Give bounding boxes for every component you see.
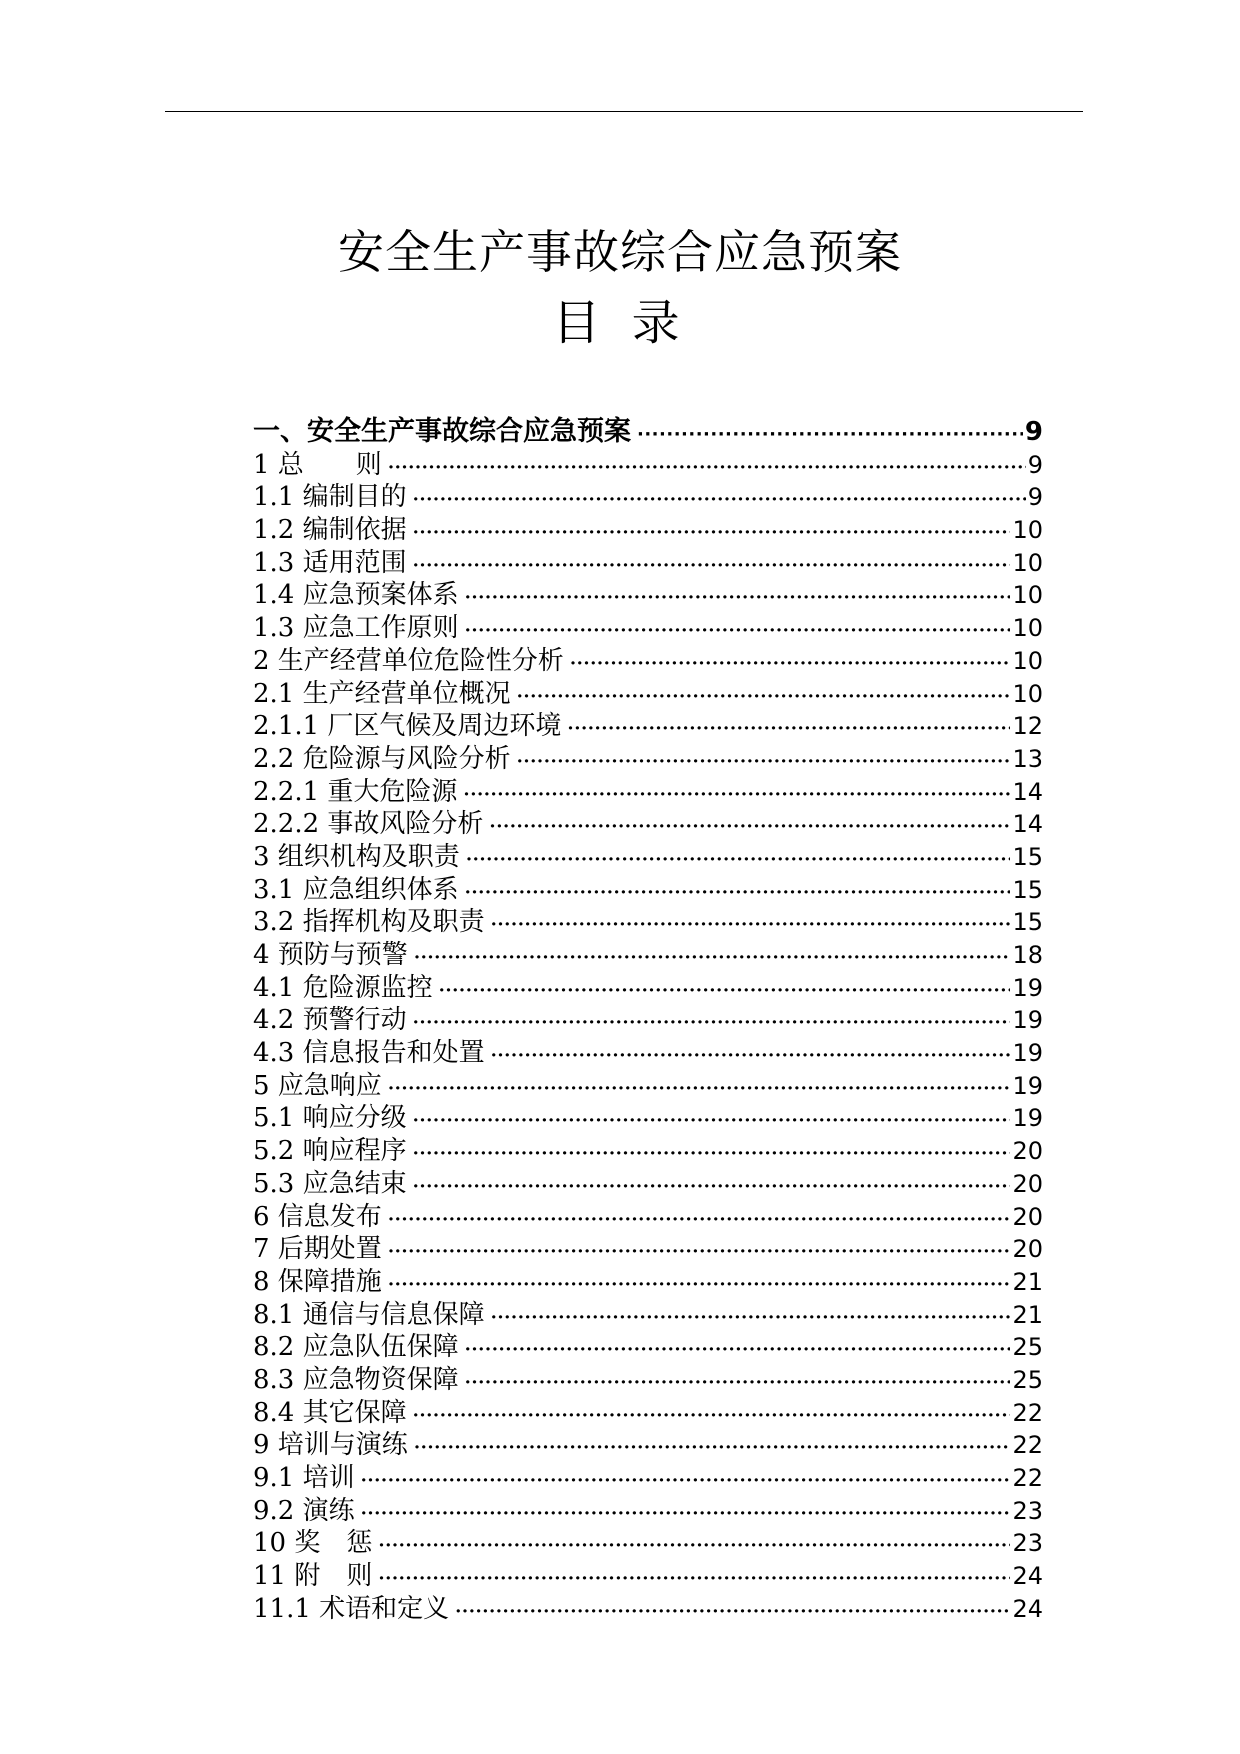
toc-entry-label: 2.2.1 重大危险源 xyxy=(253,776,458,807)
toc-entry[interactable] xyxy=(253,612,1043,645)
toc-entry[interactable] xyxy=(253,743,1043,776)
toc-entry-page-number: 20 xyxy=(1012,1137,1043,1166)
toc-entry[interactable] xyxy=(253,1397,1043,1430)
toc-entry-label: 一、安全生产事故综合应急预案 xyxy=(253,416,631,447)
toc-entry[interactable] xyxy=(253,710,1043,743)
toc-entry[interactable] xyxy=(253,776,1043,809)
toc-entry-label: 2 生产经营单位危险性分析 xyxy=(253,645,564,676)
toc-entry[interactable] xyxy=(253,939,1043,972)
toc-entry-label: 5.2 响应程序 xyxy=(253,1136,407,1167)
document-title: 安全生产事故综合应急预案 xyxy=(338,225,902,279)
toc-entry-page-number: 10 xyxy=(1012,679,1043,708)
toc-entry-page-number: 20 xyxy=(1012,1169,1043,1198)
toc-entry-label: 1.1 编制目的 xyxy=(253,482,407,513)
toc-entry[interactable] xyxy=(253,1593,1043,1626)
toc-dot-leader xyxy=(414,942,1011,975)
toc-entry-label: 2.2 危险源与风险分析 xyxy=(253,743,511,774)
toc-dot-leader xyxy=(491,1040,1011,1073)
toc-entry-label: 9 培训与演练 xyxy=(253,1430,408,1461)
toc-entry-label: 1.4 应急预案体系 xyxy=(253,580,459,611)
toc-dot-leader xyxy=(466,844,1011,877)
toc-dot-leader xyxy=(463,779,1010,812)
toc-entry-label: 8 保障措施 xyxy=(253,1266,382,1297)
toc-entry-page-number: 19 xyxy=(1012,1039,1043,1068)
toc-dot-leader xyxy=(570,648,1011,681)
toc-entry[interactable] xyxy=(253,1462,1043,1495)
toc-entry-page-number: 13 xyxy=(1012,744,1043,773)
toc-entry[interactable] xyxy=(253,1560,1043,1593)
toc-entry-page-number: 22 xyxy=(1012,1398,1043,1427)
toc-entry-label: 2.1.1 厂区气候及周边环境 xyxy=(253,711,562,742)
toc-entry-page-number: 9 xyxy=(1027,450,1043,479)
toc-entry-page-number: 21 xyxy=(1012,1300,1043,1329)
toc-entry-label: 8.3 应急物资保障 xyxy=(253,1364,459,1395)
toc-entry[interactable] xyxy=(253,449,1043,482)
toc-dot-leader xyxy=(465,582,1011,615)
toc-entry-page-number: 15 xyxy=(1012,875,1043,904)
toc-entry[interactable] xyxy=(253,416,1043,449)
toc-entry-page-number: 24 xyxy=(1012,1562,1043,1591)
toc-entry[interactable] xyxy=(253,547,1043,580)
toc-dot-leader xyxy=(388,452,1026,485)
toc-dot-leader xyxy=(455,1596,1010,1629)
toc-entry[interactable] xyxy=(253,579,1043,612)
toc-entry[interactable] xyxy=(253,1527,1043,1560)
toc-entry-page-number: 9 xyxy=(1024,417,1043,447)
toc-dot-leader xyxy=(489,811,1010,844)
toc-entry-page-number: 14 xyxy=(1012,810,1043,839)
toc-dot-leader xyxy=(637,419,1023,452)
toc-entry-label: 1.3 应急工作原则 xyxy=(253,613,459,644)
toc-entry-page-number: 10 xyxy=(1012,614,1043,643)
toc-entry-label: 3.2 指挥机构及职责 xyxy=(253,907,485,938)
toc-entry-page-number: 19 xyxy=(1012,1071,1043,1100)
toc-dot-leader xyxy=(517,746,1011,779)
toc-entry[interactable] xyxy=(253,645,1043,678)
toc-entry[interactable] xyxy=(253,808,1043,841)
toc-dot-leader xyxy=(439,975,1011,1008)
toc-heading: 目 录 xyxy=(552,295,688,351)
toc-entry-page-number: 21 xyxy=(1012,1267,1043,1296)
toc-dot-leader xyxy=(491,909,1011,942)
toc-entry[interactable] xyxy=(253,1070,1043,1103)
toc-entry-label: 4.3 信息报告和处置 xyxy=(253,1038,485,1069)
toc-entry-page-number: 25 xyxy=(1012,1365,1043,1394)
toc-entry-page-number: 19 xyxy=(1012,1006,1043,1035)
toc-entry-page-number: 25 xyxy=(1012,1333,1043,1362)
toc-entry-label: 8.4 其它保障 xyxy=(253,1397,407,1428)
toc-entry-page-number: 23 xyxy=(1012,1496,1043,1525)
toc-dot-leader xyxy=(361,1465,1011,1498)
toc-entry-label: 8.1 通信与信息保障 xyxy=(253,1299,485,1330)
toc-entry-page-number: 19 xyxy=(1012,973,1043,1002)
toc-entry[interactable] xyxy=(253,1037,1043,1070)
toc-entry[interactable] xyxy=(253,1004,1043,1037)
toc-dot-leader xyxy=(378,1530,1010,1563)
toc-entry-label: 4 预防与预警 xyxy=(253,940,408,970)
toc-entry-label: 5.3 应急结束 xyxy=(253,1168,407,1199)
toc-dot-leader xyxy=(388,1236,1011,1269)
toc-entry[interactable] xyxy=(253,1364,1043,1397)
toc-entry[interactable] xyxy=(253,1266,1043,1299)
toc-dot-leader xyxy=(465,1367,1011,1400)
toc-entry-label: 1.3 适用范围 xyxy=(253,547,407,578)
toc-entry-label: 4.2 预警行动 xyxy=(253,1005,407,1036)
toc-entry-label: 5 应急响应 xyxy=(253,1070,382,1101)
toc-dot-leader xyxy=(517,681,1011,714)
toc-dot-leader xyxy=(413,1007,1011,1040)
toc-entry-label: 3.1 应急组织体系 xyxy=(253,874,459,905)
header-rule xyxy=(165,111,1083,112)
toc-entry[interactable] xyxy=(253,1168,1043,1201)
toc-entry[interactable] xyxy=(253,841,1043,874)
toc-entry-label: 1 总 则 xyxy=(253,449,382,480)
toc-entry[interactable] xyxy=(253,874,1043,907)
toc-entry-page-number: 18 xyxy=(1012,941,1043,969)
toc-entry-page-number: 20 xyxy=(1012,1202,1043,1231)
toc-dot-leader xyxy=(413,1400,1011,1433)
toc-entry[interactable] xyxy=(253,1495,1043,1528)
toc-dot-leader xyxy=(378,1563,1010,1596)
toc-dot-leader xyxy=(465,877,1011,910)
toc-dot-leader xyxy=(413,1138,1011,1171)
toc-entry[interactable] xyxy=(253,1429,1043,1462)
toc-entry-label: 6 信息发布 xyxy=(253,1201,382,1232)
toc-entry-page-number: 15 xyxy=(1012,842,1043,871)
toc-entry-page-number: 10 xyxy=(1012,581,1043,610)
toc-dot-leader xyxy=(413,1105,1011,1138)
toc-dot-leader xyxy=(414,1432,1011,1465)
toc-dot-leader xyxy=(413,517,1011,550)
toc-dot-leader xyxy=(491,1302,1011,1335)
toc-entry-label: 7 后期处置 xyxy=(253,1234,382,1265)
toc-entry[interactable] xyxy=(253,514,1043,547)
toc-entry-page-number: 10 xyxy=(1012,646,1043,675)
toc-entry-label: 9.2 演练 xyxy=(253,1495,355,1526)
toc-entry-page-number: 20 xyxy=(1012,1235,1043,1264)
toc-entry[interactable] xyxy=(253,1102,1043,1135)
toc-entry[interactable] xyxy=(253,1331,1043,1364)
toc-entry-page-number: 14 xyxy=(1012,777,1043,806)
toc-entry-page-number: 10 xyxy=(1012,516,1043,545)
toc-entry-label: 2.2.2 事故风险分析 xyxy=(253,809,484,840)
toc-entry-label: 1.2 编制依据 xyxy=(253,515,407,546)
toc-entry-label: 9.1 培训 xyxy=(253,1463,355,1493)
toc-entry-label: 10 奖 惩 xyxy=(253,1528,373,1559)
toc-entry-page-number: 22 xyxy=(1012,1431,1043,1460)
toc-entry-label: 3 组织机构及职责 xyxy=(253,841,460,872)
toc-entry-label: 11 附 则 xyxy=(253,1561,373,1592)
toc-dot-leader xyxy=(413,484,1026,517)
toc-entry[interactable] xyxy=(253,906,1043,939)
toc-entry-label: 11.1 术语和定义 xyxy=(253,1593,450,1624)
toc-entry-page-number: 24 xyxy=(1012,1594,1043,1623)
toc-dot-leader xyxy=(465,1334,1011,1367)
toc-entry[interactable] xyxy=(253,972,1043,1005)
toc-entry[interactable] xyxy=(253,1135,1043,1168)
toc-entry[interactable] xyxy=(253,1201,1043,1234)
toc-entry-page-number: 10 xyxy=(1012,548,1043,577)
toc-entry-label: 8.2 应急队伍保障 xyxy=(253,1332,459,1363)
toc-entry-page-number: 9 xyxy=(1027,483,1043,512)
toc-entry[interactable] xyxy=(253,1299,1043,1332)
table-of-contents xyxy=(253,416,1043,1625)
toc-entry-page-number: 12 xyxy=(1012,712,1043,741)
toc-entry[interactable] xyxy=(253,678,1043,711)
toc-entry-page-number: 15 xyxy=(1012,908,1043,937)
toc-dot-leader xyxy=(413,550,1011,583)
toc-entry[interactable] xyxy=(253,1233,1043,1266)
toc-entry-label: 4.1 危险源监控 xyxy=(253,972,433,1003)
toc-entry-label: 2.1 生产经营单位概况 xyxy=(253,678,511,709)
toc-entry-page-number: 23 xyxy=(1012,1529,1043,1558)
toc-entry-page-number: 19 xyxy=(1012,1104,1043,1133)
toc-dot-leader xyxy=(567,713,1010,746)
toc-dot-leader xyxy=(388,1269,1011,1302)
toc-dot-leader xyxy=(361,1498,1011,1531)
toc-dot-leader xyxy=(388,1204,1011,1237)
toc-dot-leader xyxy=(388,1073,1011,1106)
toc-entry-page-number: 22 xyxy=(1012,1464,1043,1492)
toc-dot-leader xyxy=(465,615,1011,648)
toc-entry[interactable] xyxy=(253,481,1043,514)
toc-entry-label: 5.1 响应分级 xyxy=(253,1103,407,1134)
toc-dot-leader xyxy=(413,1171,1011,1204)
